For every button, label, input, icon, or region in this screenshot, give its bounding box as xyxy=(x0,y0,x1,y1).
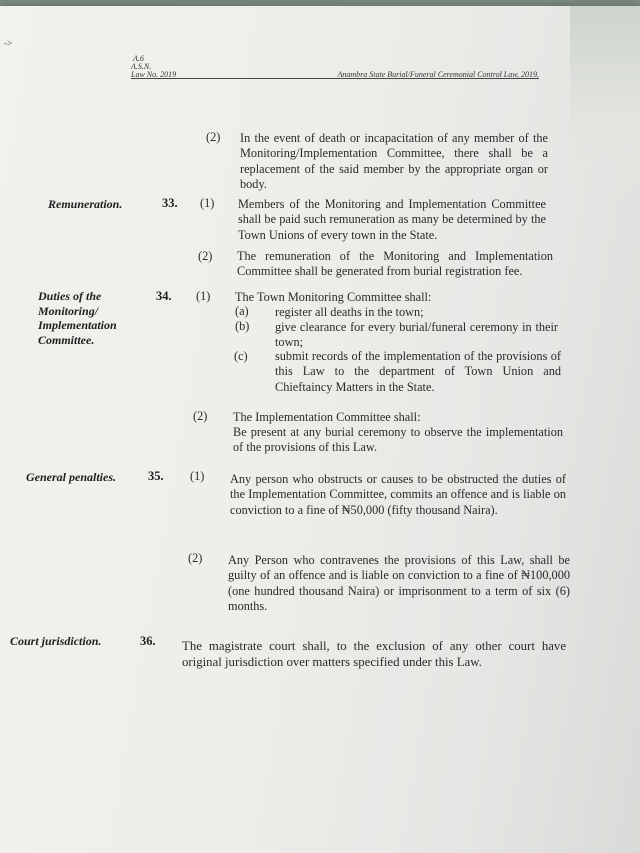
section-number: 33. xyxy=(162,196,178,210)
section-text: The magistrate court shall, to the exclusion of any other court have original jurisdiction over matters specified under this Law. xyxy=(182,639,566,669)
subsection-number: (2) xyxy=(206,130,221,144)
page-shadow xyxy=(570,6,640,206)
margin-note-remuneration: Remuneration. xyxy=(48,197,123,211)
margin-note-court-jurisdiction: Court jurisdiction. xyxy=(10,634,102,648)
margin-note-duties: Duties of the Monitoring/ Implementation Committee. xyxy=(38,289,117,347)
header-ref-1: A.6 xyxy=(133,54,144,63)
margin-arrow-mark: -> xyxy=(4,38,13,48)
item-label: (a) xyxy=(235,304,249,318)
subsection-number: (1) xyxy=(190,469,205,483)
subsection-number: (2) xyxy=(188,551,203,565)
subsection-number: (1) xyxy=(196,289,211,303)
subsection-text: Any person who obstructs or causes to be obstructed the duties of the Implementation Committee, commits an offence and is liable on conviction to a fine of ₦50,000 (fifty thousand Naira). xyxy=(230,472,566,517)
header-title: Anambra State Burial/Funeral Ceremonial Control Law, 2019. xyxy=(337,70,539,79)
subsection-text: Any Person who contravenes the provisions of this Law, shall be guilty of an offence and is liable on conviction to a fine of ₦100,000 (one hundred thousand Naira) or imprisonment to a term of six (6) months. xyxy=(228,553,570,614)
subsection-text: In the event of death or incapacitation of any member of the Monitoring/Implementation Committee, there shall be a replacement of the said member by the appropriate organ or body. xyxy=(240,131,548,192)
item-text: register all deaths in the town; xyxy=(275,305,424,319)
margin-note-general-penalties: General penalties. xyxy=(26,470,116,484)
header-ref-2: A.S.N. xyxy=(131,62,152,71)
subsection-number: (2) xyxy=(193,409,208,423)
section-number: 36. xyxy=(140,634,156,648)
subsection-text: Be present at any burial ceremony to observe the implementation of the provisions of this Law. xyxy=(233,425,563,455)
section-number: 35. xyxy=(148,469,164,483)
header-rule xyxy=(131,78,539,79)
subsection-intro: The Town Monitoring Committee shall: xyxy=(235,290,432,304)
subsection-number: (1) xyxy=(200,196,215,210)
item-label: (c) xyxy=(234,349,248,363)
section-number: 34. xyxy=(156,289,172,303)
subsection-number: (2) xyxy=(198,249,213,263)
item-text: submit records of the implementation of the provisions of this Law to the department of Town Union and Chieftaincy Matters in the State. xyxy=(275,349,561,394)
subsection-intro: The Implementation Committee shall: xyxy=(233,410,421,424)
subsection-text: The remuneration of the Monitoring and Implementation Committee shall be generated from burial registration fee. xyxy=(237,249,553,279)
subsection-text: Members of the Monitoring and Implementation Committee shall be paid such remuneration as many be determined by the Town Unions of every town in the State. xyxy=(238,197,546,242)
header-law-no: Law No. 2019 xyxy=(131,70,177,79)
item-text: give clearance for every burial/funeral ceremony in their town; xyxy=(275,320,558,350)
item-label: (b) xyxy=(235,319,250,333)
